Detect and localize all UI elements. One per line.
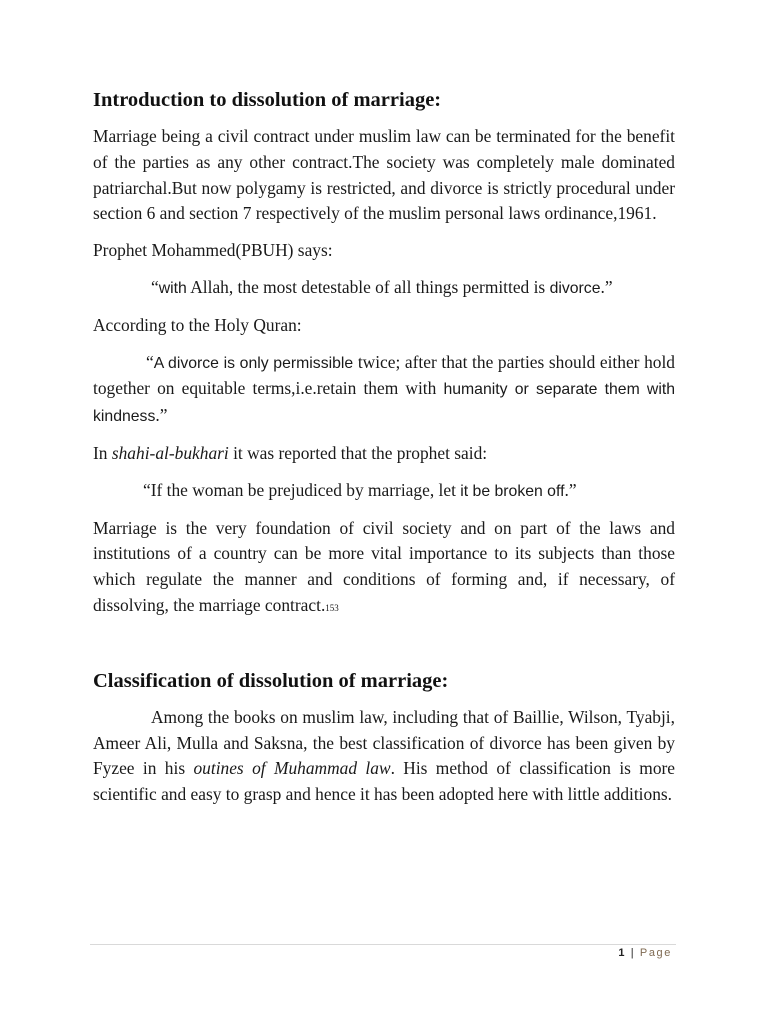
page-number: 1 [618,947,627,959]
page-footer [618,947,672,959]
paragraph-text: Among the books on muslim law, including that of Baillie, Wilson, Tyabji, Ameer Ali, Mulla and Saksna, the best classification of divorce has been given by Fyzee in his [93,706,675,779]
quote-close-mark: .” [600,276,613,297]
section-heading-classification: Classification of dissolution of marriage: [93,669,449,692]
bukhari-quote [93,478,675,505]
quote-body: Allah, the most detestable of all things permitted is [186,276,550,297]
page-separator: | [626,947,640,959]
bukhari-quote-intro [93,441,675,467]
quote-body: “If the woman be prejudiced by marriage, let [143,479,461,500]
paragraph-text: Marriage is the very foundation of civil society and on part of the laws and institutions of a country can be more vital importance to its subjects than those which regulate the manner and conditions of forming and, if necessary, of dissolving, the marriage contract. [93,517,675,615]
marriage-foundation-paragraph [93,516,675,622]
section-heading-introduction: Introduction to dissolution of marriage: [93,89,442,111]
quran-quote [93,350,675,430]
quote-word-with: with [158,279,187,297]
document-body [93,86,675,808]
quote-permissible-phrase: A divorce is only permissible [153,354,354,372]
quote-close-mark: .” [155,405,168,426]
quote-kindness-phrase: humanity or separate them with kindness [93,381,676,426]
classification-paragraph [93,705,675,808]
quran-quote-intro: According to the Holy Quran: [93,314,302,335]
footer-divider [90,944,676,945]
bukhari-source-title: shahi-al-bukhari [111,442,229,463]
quote-open-mark: “ [151,276,159,297]
bukhari-rest: it was reported that the prophet said: [228,442,488,463]
quote-close-mark: .” [564,479,577,500]
quote-word-divorce: divorce [549,279,601,297]
paragraph-text-rest: . His method of classification is more scientific and easy to grasp and hence it has been adopted here with little additions. [93,758,676,805]
page-label: Page [639,947,672,959]
prophet-quote [93,275,675,302]
bukhari-lead: In [93,442,112,463]
quote-open-mark: “ [146,351,154,372]
quote-body: twice; after that the parties should either hold together on equitable terms,i.e.retain them with [93,351,675,399]
prophet-quote-intro: Prophet Mohammed(PBUH) says: [93,240,333,261]
footnote-reference[interactable]: 153 [325,602,339,613]
quote-broken-off-phrase: it be broken off [460,482,565,500]
intro-paragraph: Marriage being a civil contract under muslim law can be terminated for the benefit of the parties as any other contract.The society was completely male dominated patriarchal.But now polygamy is restricted, and divorce is strictly procedural under section 6 and section 7 respectively of the muslim personal laws ordinance,1961. [93,126,675,224]
book-title: outines of Muhammad law [193,758,391,779]
